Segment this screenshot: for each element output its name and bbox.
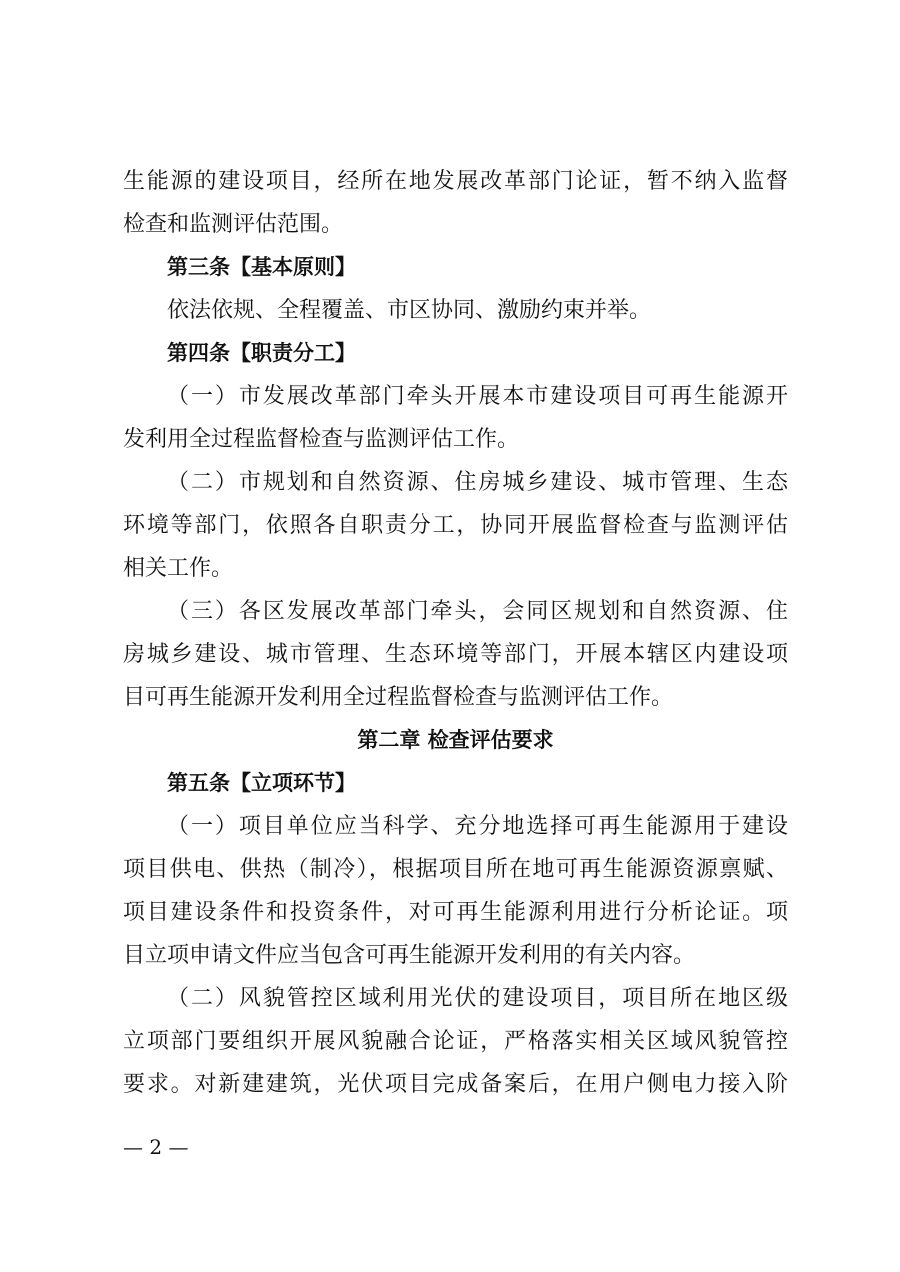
article-heading: 第四条【职责分工】 [167,341,356,365]
body-line: 检查和监测评估范围。 [123,212,344,237]
body-line: 要求。对新建建筑，光伏项目完成备案后，在用户侧电力接入阶 [123,1072,788,1097]
body-line: 环境等部门，依照各自职责分工，协同开展监督检查与监测评估 [123,513,788,538]
body-line: 立项部门要组织开展风貌融合论证，严格落实相关区域风貌管控 [123,1029,788,1054]
body-line: （二）风貌管控区域利用光伏的建设项目，项目所在地区级 [167,986,788,1011]
body-line: （三）各区发展改革部门牵头，会同区规划和自然资源、住 [167,599,788,624]
body-line: 目立项申请文件应当包含可再生能源开发利用的有关内容。 [123,943,696,968]
body-line: 目可再生能源开发利用全过程监督检查与监测评估工作。 [123,685,674,710]
body-line: 房城乡建设、城市管理、生态环境等部门，开展本辖区内建设项 [123,642,788,667]
article-heading: 第五条【立项环节】 [167,771,356,795]
document-body [123,160,788,1106]
article-heading: 第三条【基本原则】 [167,255,356,279]
body-line: 依法依规、全程覆盖、市区协同、激励约束并举。 [167,298,652,323]
body-line: 相关工作。 [123,556,234,581]
body-line: 发利用全过程监督检查与监测评估工作。 [123,427,520,452]
body-line: （一）项目单位应当科学、充分地选择可再生能源用于建设 [167,814,788,839]
body-line: 生能源的建设项目，经所在地发展改革部门论证，暂不纳入监督 [123,169,788,194]
page-number: — 2 — [123,1135,189,1159]
chapter-title: 第二章 检查评估要求 [357,728,554,752]
body-line: 项目供电、供热（制冷），根据项目所在地可再生能源资源禀赋、 [123,857,788,882]
body-line: 项目建设条件和投资条件，对可再生能源利用进行分析论证。项 [123,900,788,925]
body-line: （一）市发展改革部门牵头开展本市建设项目可再生能源开 [167,384,788,409]
body-line: （二）市规划和自然资源、住房城乡建设、城市管理、生态 [167,470,788,495]
